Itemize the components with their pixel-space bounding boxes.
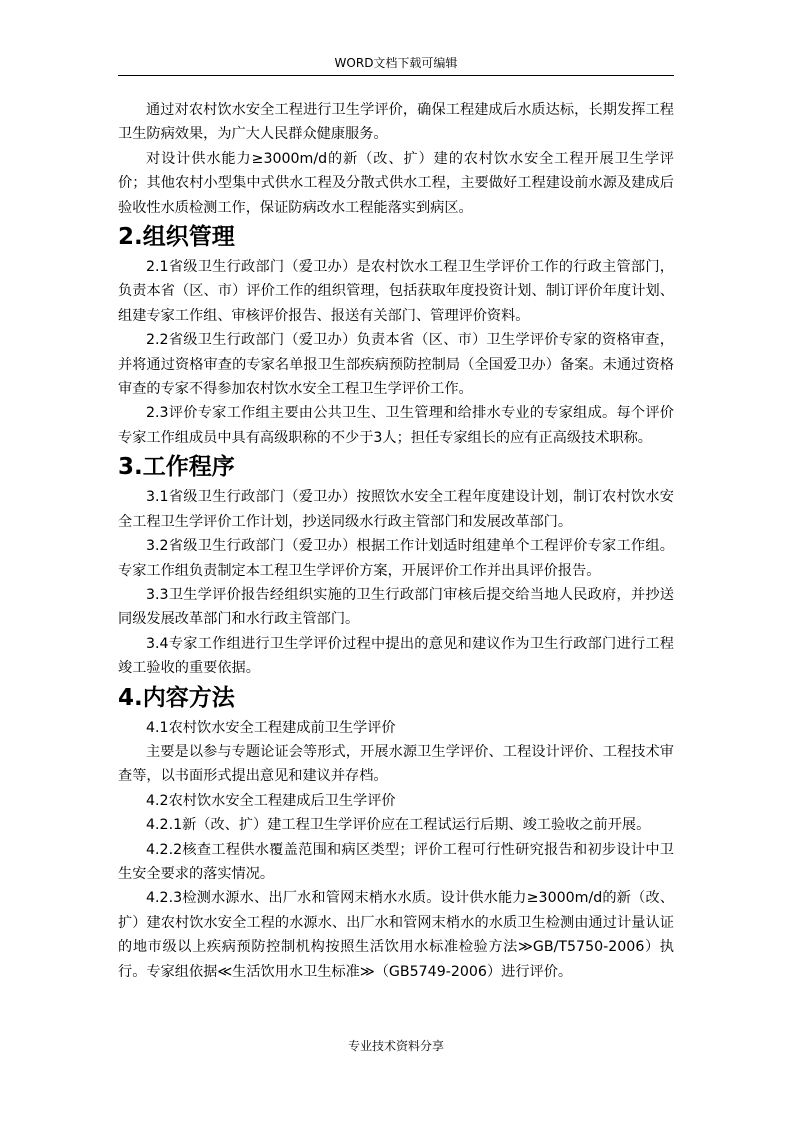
section-paragraph: 4.2.1新（改、扩）建工程卫生学评价应在工程试运行后期、竣工验收之前开展。	[146, 817, 651, 834]
page-header: WORD文档下载可编辑	[334, 56, 458, 70]
section-paragraph: 3.1省级卫生行政部门（爱卫办）按照饮水安全工程年度建设计划，制订农村饮水安全工程卫生学评价工作计划，抄送同级水行政主管部门和发展改革部门。	[118, 489, 674, 530]
subsection-heading: 4.1农村饮水安全工程建成前卫生学评价	[146, 719, 396, 736]
section-paragraph: 2.3评价专家工作组主要由公共卫生、卫生管理和给排水专业的专家组成。每个评价专家工作组成员中具有高级职称的不少于3人；担任专家组长的应有正高级技术职称。	[118, 405, 674, 446]
section-paragraph: 2.2省级卫生行政部门（爱卫办）负责本省（区、市）卫生学评价专家的资格审查，并将通过资格审查的专家名单报卫生部疾病预防控制局（全国爱卫办）备案。未通过资格审查的专家不得参加农村饮水安全工程卫生学评价工作。	[118, 332, 674, 398]
subsection-heading: 4.2农村饮水安全工程建成后卫生学评价	[146, 792, 396, 809]
section-paragraph: 主要是以参与专题论证会等形式，开展水源卫生学评价、工程设计评价、工程技术审查等，以书面形式提出意见和建议并存档。	[118, 743, 674, 785]
section-paragraph: 4.2.3检测水源水、出厂水和管网末梢水水质。设计供水能力≥3000m/d的新（改、扩）建农村饮水安全工程的水源水、出厂水和管网末梢水的水质卫生检测由通过计量认证的地市级以上疾病预防控制机构按照生活饮用水标准检验方法≫GB/T5750-2006）执行。专家组依据≪生活饮用水卫生标准≫（GB5749-2006）进行评价。	[118, 890, 674, 980]
section-heading: 3.工作程序	[118, 454, 235, 481]
intro-paragraph: 通过对农村饮水安全工程进行卫生学评价，确保工程建成后水质达标，长期发挥工程卫生防病效果，为广大人民群众健康服务。	[118, 102, 674, 143]
section-paragraph: 4.2.2核查工程供水覆盖范围和病区类型；评价工程可行性研究报告和初步设计中卫生安全要求的落实情况。	[118, 841, 674, 882]
section-paragraph: 3.2省级卫生行政部门（爱卫办）根据工作计划适时组建单个工程评价专家工作组。专家工作组负责制定本工程卫生学评价方案，开展评价工作并出具评价报告。	[118, 538, 674, 579]
section-paragraph: 2.1省级卫生行政部门（爱卫办）是农村饮水工程卫生学评价工作的行政主管部门，负责本省（区、市）评价工作的组织管理，包括获取年度投资计划、制订评价年度计划、组建专家工作组、审核评价报告、报送有关部门、管理评价资料。	[118, 259, 674, 324]
section-heading: 2.组织管理	[118, 224, 235, 251]
section-paragraph: 3.3卫生学评价报告经组织实施的卫生行政部门审核后提交给当地人民政府，并抄送同级发展改革部门和水行政主管部门。	[118, 586, 674, 628]
header-divider	[118, 75, 674, 76]
page-footer: 专业技术资料分享	[347, 1039, 444, 1053]
document-body	[118, 98, 674, 984]
intro-paragraph: 对设计供水能力≥3000m/d的新（改、扩）建的农村饮水安全工程开展卫生学评价；其他农村小型集中式供水工程及分散式供水工程，主要做好工程建设前水源及建成后验收性水质检测工作，保证防病改水工程能落实到病区。	[118, 150, 674, 216]
section-heading: 4.内容方法	[118, 684, 235, 711]
section-paragraph: 3.4专家工作组进行卫生学评价过程中提出的意见和建议作为卫生行政部门进行工程竣工验收的重要依据。	[118, 635, 674, 677]
